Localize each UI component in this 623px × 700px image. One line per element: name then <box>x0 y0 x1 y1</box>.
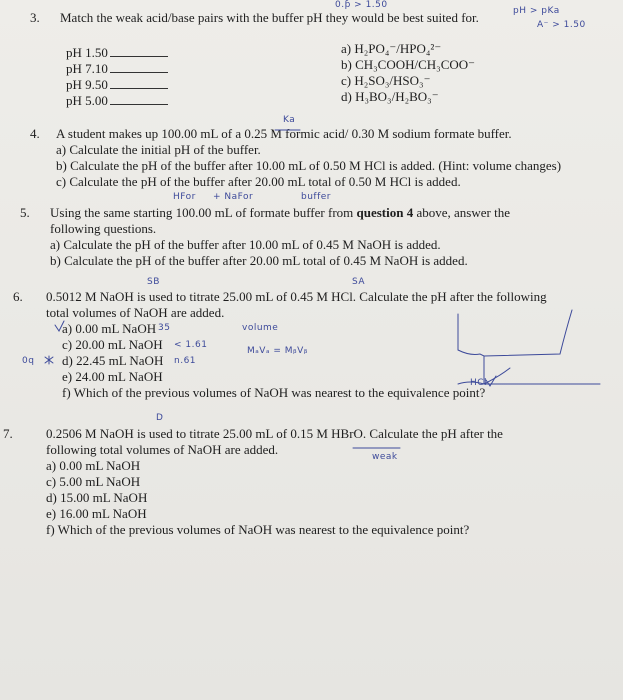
hw-q6d-prefix: 0q <box>22 356 35 366</box>
q5-number: 5. <box>20 205 30 220</box>
q6-part-d: d) 22.45 mL NaOH <box>62 353 164 368</box>
q3-pair-c: c) H₂SO₃/HSO₃⁻ <box>341 73 431 88</box>
q7-line1: 0.2506 M NaOH is used to titrate 25.00 mL of 0.15 M HBrO. Calculate the pH after the <box>46 426 503 441</box>
hw-volume: volume <box>242 323 279 333</box>
q3-pair-a: a) H₂PO₄⁻/HPO₄²⁻ <box>341 41 442 56</box>
hw-top-right-2: A⁻ > 1.50 <box>537 20 586 30</box>
q4-number: 4. <box>30 126 40 141</box>
q6-part-e: e) 24.00 mL NaOH <box>62 369 163 384</box>
q4-part-c: c) Calculate the pH of the buffer after 20.00 mL total of 0.50 M HCl is added. <box>56 174 461 189</box>
q5-bold-ref: question 4 <box>356 205 414 220</box>
hw-mava-equation: MₐVₐ = MᵦVᵦ <box>247 346 308 356</box>
q4-part-b: b) Calculate the pH of the buffer after 10.00 mL of 0.50 M HCl is added. (Hint: volume changes) <box>56 158 562 173</box>
q6-line2: total volumes of NaOH are added. <box>46 305 225 320</box>
q7-part-d: d) 15.00 mL NaOH <box>46 490 148 505</box>
q6-part-f: f) Which of the previous volumes of NaOH was nearest to the equivalence point? <box>62 385 486 400</box>
hw-buffer: buffer <box>301 192 331 202</box>
q6-line1: 0.5012 M NaOH is used to titrate 25.00 mL of 0.45 M HCl. Calculate the pH after the following <box>46 289 547 304</box>
hw-plus-nafor: + NaFor <box>213 192 254 202</box>
hw-q7-d: D <box>156 413 164 423</box>
titration-curve-base <box>458 382 600 384</box>
q6-number: 6. <box>13 289 23 304</box>
titration-curve-sketch <box>458 310 572 356</box>
hw-top-center: 0.ƥ > 1.50 <box>335 0 388 10</box>
q3-prompt: Match the weak acid/base pairs with the buffer pH they would be best suited for. <box>60 10 479 25</box>
q5-line2: following questions. <box>50 221 157 236</box>
hw-q6a-mark: 35 <box>158 323 171 333</box>
q3-ph-item-4: pH 5.00 <box>66 93 168 109</box>
q4-part-a: a) Calculate the initial pH of the buffer. <box>56 142 261 157</box>
q7-part-e: e) 16.00 mL NaOH <box>46 506 147 521</box>
q3-ph-item-1: pH 1.50 <box>66 45 168 61</box>
q6-part-a: a) 0.00 mL NaOH <box>62 321 157 336</box>
hw-q6c-mark: < 1.61 <box>174 340 208 350</box>
q3-ph-item-3: pH 9.50 <box>66 77 168 93</box>
hw-sa: SA <box>352 277 366 287</box>
hw-weak: weak <box>372 452 398 462</box>
q5-part-a: a) Calculate the pH of the buffer after 10.00 mL of 0.45 M NaOH is added. <box>50 237 441 252</box>
q6-part-c: c) 20.00 mL NaOH <box>62 337 163 352</box>
q3-number: 3. <box>30 10 40 25</box>
hw-ka: Ka <box>283 115 296 125</box>
q7-part-a: a) 0.00 mL NaOH <box>46 458 141 473</box>
q6a-check-mark <box>55 321 64 331</box>
hw-q6d-mark: n.61 <box>174 356 197 366</box>
q7-part-c: c) 5.00 mL NaOH <box>46 474 141 489</box>
q3-pair-d: d) H₃BO₃/H₂BO₃⁻ <box>341 89 439 104</box>
q4-line1: A student makes up 100.00 mL of a 0.25 M formic acid/ 0.30 M sodium formate buffer. <box>56 126 512 141</box>
q7-part-f: f) Which of the previous volumes of NaOH was nearest to the equivalence point? <box>46 522 470 537</box>
q3-ph-item-2: pH 7.10 <box>66 61 168 77</box>
hw-hcl: HCl <box>470 378 488 388</box>
titration-curve-arrow <box>484 368 510 384</box>
q7-number: 7. <box>3 426 13 441</box>
q6d-star-mark <box>45 356 53 364</box>
q3-pair-b: b) CH₃COOH/CH₃COO⁻ <box>341 57 476 72</box>
q7-line2: following total volumes of NaOH are added. <box>46 442 279 457</box>
hw-sb: SB <box>147 277 160 287</box>
hw-top-right-1: pH > pKa <box>513 6 560 16</box>
q5-line1: Using the same starting 100.00 mL of formate buffer from question 4 above, answer the <box>50 205 510 220</box>
q5-part-b: b) Calculate the pH of the buffer after 20.00 mL total of 0.45 M NaOH is added. <box>50 253 468 268</box>
hw-hfor: HFor <box>173 192 196 202</box>
